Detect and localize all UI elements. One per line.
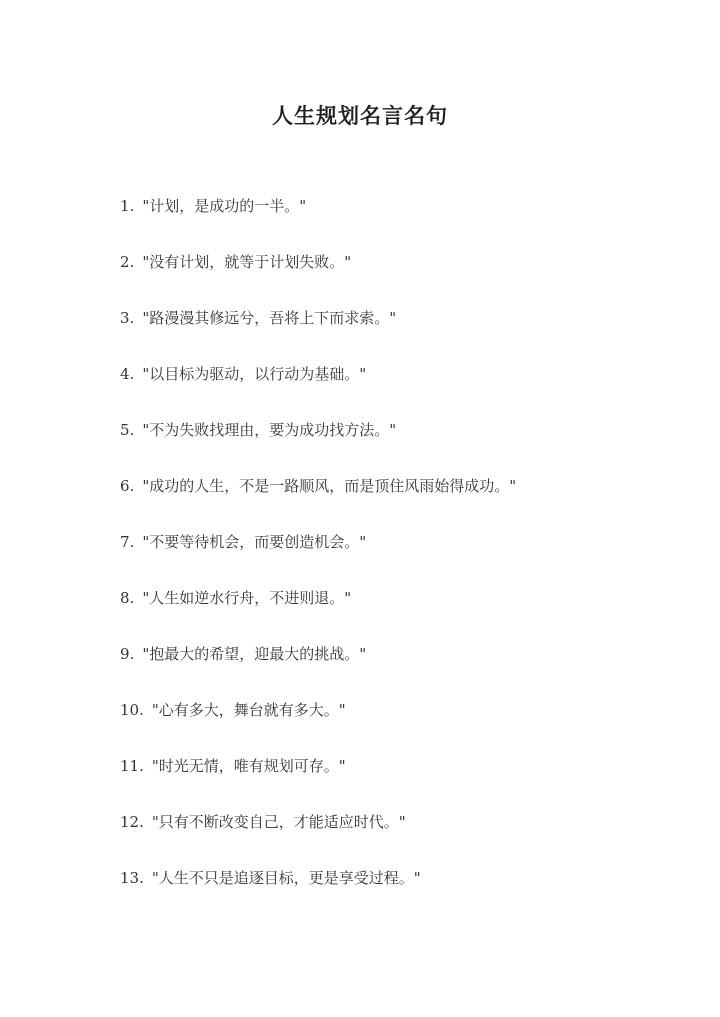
item-number: 4. xyxy=(120,365,135,383)
list-item xyxy=(120,250,516,306)
quote-text: "抱最大的希望，迎最大的挑战。" xyxy=(142,645,367,663)
item-number: 12. xyxy=(120,813,144,831)
list-item xyxy=(120,698,516,754)
quote-text: "没有计划，就等于计划失败。" xyxy=(142,253,352,271)
quote-text: "不为失败找理由，要为成功找方法。" xyxy=(142,421,397,439)
list-item xyxy=(120,642,516,698)
item-number: 5. xyxy=(120,421,135,439)
quote-text: "只有不断改变自己，才能适应时代。" xyxy=(151,813,406,831)
list-item xyxy=(120,194,516,250)
quote-list xyxy=(120,194,516,922)
item-number: 8. xyxy=(120,589,135,607)
quote-text: "以目标为驱动，以行动为基础。" xyxy=(142,365,367,383)
page-title: 人生规划名言名句 xyxy=(272,103,448,129)
list-item xyxy=(120,306,516,362)
quote-text: "路漫漫其修远兮，吾将上下而求索。" xyxy=(142,309,397,327)
quote-text: "心有多大，舞台就有多大。" xyxy=(151,701,346,719)
item-number: 11. xyxy=(120,757,144,775)
list-item xyxy=(120,866,516,922)
item-number: 10. xyxy=(120,701,144,719)
item-number: 9. xyxy=(120,645,135,663)
quote-text: "不要等待机会，而要创造机会。" xyxy=(142,533,367,551)
list-item xyxy=(120,418,516,474)
quote-text: "人生不只是追逐目标，更是享受过程。" xyxy=(151,869,421,887)
list-item xyxy=(120,474,516,530)
item-number: 1. xyxy=(120,197,135,215)
item-number: 13. xyxy=(120,869,144,887)
list-item xyxy=(120,754,516,810)
quote-text: "时光无情，唯有规划可存。" xyxy=(151,757,346,775)
quote-text: "成功的人生，不是一路顺风，而是顶住风雨始得成功。" xyxy=(142,477,517,495)
list-item xyxy=(120,530,516,586)
list-item xyxy=(120,810,516,866)
list-item xyxy=(120,586,516,642)
list-item xyxy=(120,362,516,418)
item-number: 6. xyxy=(120,477,135,495)
item-number: 7. xyxy=(120,533,135,551)
quote-text: "人生如逆水行舟，不进则退。" xyxy=(142,589,352,607)
item-number: 3. xyxy=(120,309,135,327)
quote-text: "计划，是成功的一半。" xyxy=(142,197,307,215)
item-number: 2. xyxy=(120,253,135,271)
